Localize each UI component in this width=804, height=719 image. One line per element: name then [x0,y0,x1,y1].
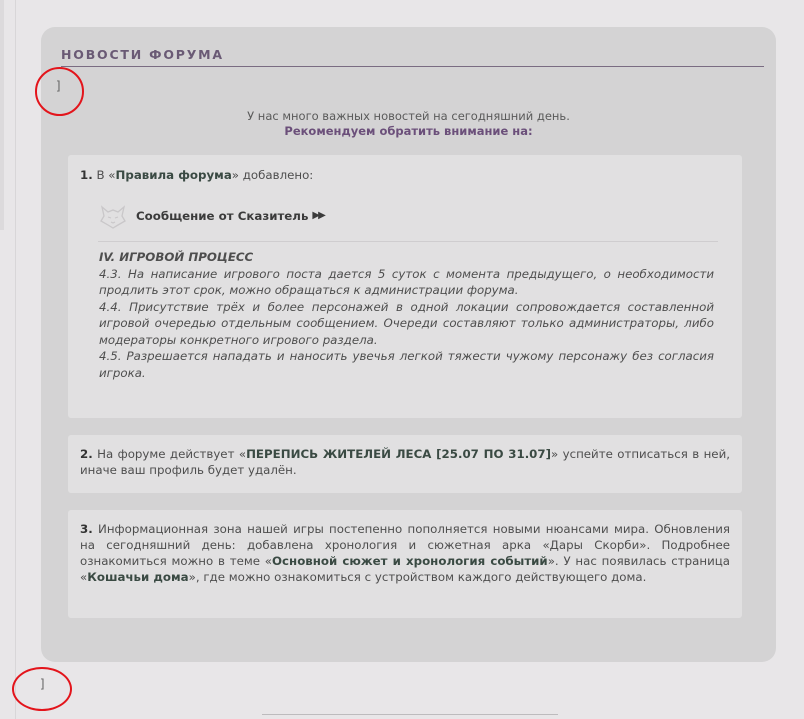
card-3-text-3: », где можно ознакомиться с устройством каждого действующего дома. [188,570,647,584]
bottom-divider [262,714,558,715]
news-card-2 [68,435,742,493]
card-3-number: 3. [80,522,93,536]
quote-paragraph-2: 4.4. Присутствие трёх и более персонажей в одной локации сопровождается составленной игровой очередью отдельным сообщением. Очереди составляют только администраторы, либо модераторы конкретного игрового раздела. [99,299,714,347]
cat-emblem-icon [98,203,128,229]
left-divider [15,0,16,719]
card-2-text [80,446,730,478]
card-1-pre: В « [92,168,116,182]
annotation-circle-top [35,67,84,116]
intro-line-2: Рекомендуем обратить внимание на: [284,124,533,138]
news-card-3 [68,510,742,618]
message-author-title[interactable]: Сообщение от Сказитель [136,209,309,223]
cat-houses-link[interactable]: Кошачьи дома [87,570,189,584]
card-3-text-1: Информационная зона нашей игры постепенно пополняется новыми нюансами мира. Обновления на сегодняшний день: добавлена хронология и сюжетная арка «Дары Скорби». Подробнее ознакомиться можно в теме « [80,522,730,568]
card-1-header [80,167,730,183]
panel-title: НОВОСТИ ФОРУМА [61,47,224,62]
stray-bracket-top: ] [55,79,63,93]
rules-quote [99,249,714,381]
annotation-circle-bottom [12,667,72,711]
news-card-1 [68,155,742,418]
card-3-text [80,521,730,585]
card-1-post: » добавлено: [231,168,314,182]
quote-heading: IV. ИГРОВОЙ ПРОЦЕСС [99,250,254,264]
census-link[interactable]: ПЕРЕПИСЬ ЖИТЕЛЕЙ ЛЕСА [25.07 ПО 31.07] [246,447,551,461]
quote-paragraph-1: 4.3. На написание игрового поста дается 5 суток с момента предыдущего, о необходимости продлить этот срок, можно обращаться к администрации форума. [99,266,714,297]
message-divider [98,241,718,242]
stray-bracket-bottom: ] [39,677,47,691]
intro-text [41,109,776,139]
card-2-number: 2. [80,447,93,461]
card-1-number: 1. [80,168,93,182]
quote-paragraph-3: 4.5. Разрешается нападать и наносить увечья легкой тяжести чужому персонажу без согласия игрока. [99,349,714,380]
card-3-text-2: ». У нас появилась страница « [80,554,730,584]
message-header [98,203,324,229]
title-divider [61,66,764,67]
intro-line-1: У нас много важных новостей на сегодняшний день. [247,109,570,123]
card-2-post: » успейте отписаться в ней, иначе ваш профиль будет удалён. [80,447,730,477]
left-edge-shadow [0,0,4,230]
fast-forward-icon[interactable]: ▶▶ [312,210,324,221]
card-2-pre: На форуме действует « [92,447,247,461]
rules-link[interactable]: Правила форума [115,168,232,182]
main-plot-link[interactable]: Основной сюжет и хронология событий [272,554,548,568]
news-panel [41,27,776,662]
